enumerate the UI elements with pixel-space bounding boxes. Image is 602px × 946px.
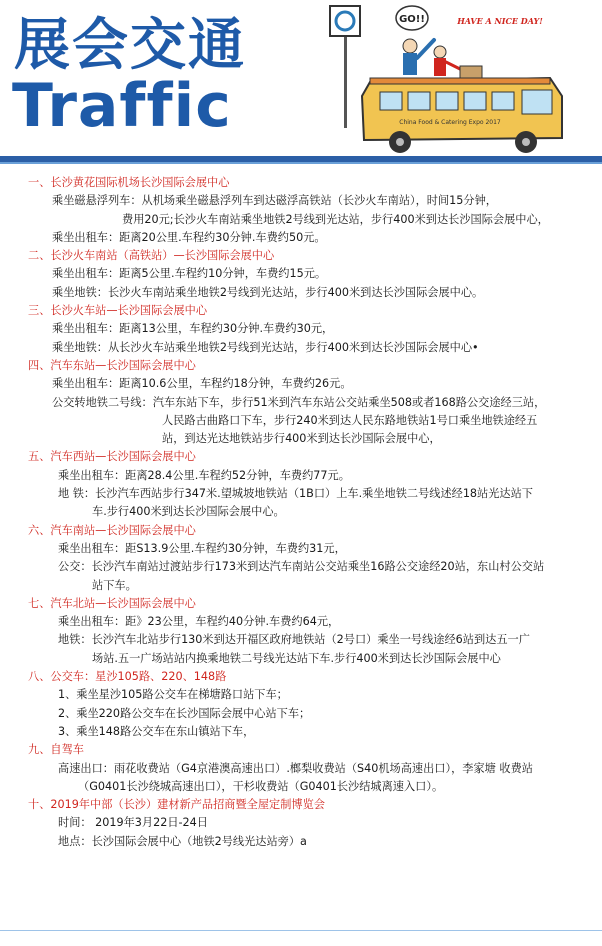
route-detail: 站下车。 <box>92 578 137 592</box>
route-detail: 1、乘坐星沙105路公交车在梯塘路口站下车； <box>58 688 288 702</box>
bus-caption: China Food & Catering Expo 2017 <box>399 119 501 126</box>
route-section <box>0 302 602 357</box>
traffic-guide <box>0 174 602 851</box>
route-section <box>0 357 602 448</box>
route-detail: 车.步行400米到达长沙国际会展中心。 <box>92 505 285 519</box>
route-detail: 乘坐出租车：距离28.4公里.车程约52分钟，车费约77元。 <box>58 468 350 482</box>
route-detail: 公交：长沙汽车南站过渡站步行173米到达汽车南站公交站乘坐16路公交途经20站，东山村公交站 <box>58 560 545 574</box>
route-detail: 时间： 2019年3月22日-24日 <box>58 816 208 830</box>
route-detail: 地 铁：长沙汽车西站步行347米.望城坡地铁站（1B口）上车.乘坐地铁二号线述经18站光达站下 <box>58 487 533 501</box>
page-title-en: Traffic <box>12 71 232 141</box>
route-detail: 乘坐出租车：距S13.9公里.车程约30分钟，车费约31元， <box>58 541 346 555</box>
person-head-icon <box>434 46 446 58</box>
section-heading: 一、长沙黄花国际机场长沙国际会展中心 <box>28 176 230 189</box>
person-body-icon <box>434 58 446 76</box>
speech-bubble-text: GO!! <box>399 14 425 25</box>
person-head-icon <box>403 39 417 53</box>
section-heading: 六、汽车南站—长沙国际会展中心 <box>28 523 196 537</box>
route-detail: 乘坐出租车：距离5公里.车程约10分钟，车费约15元。 <box>52 267 327 281</box>
route-detail: 人民路古曲路口下车，步行240米到达人民东路地铁站1号口乘坐地铁途经五 <box>162 413 538 427</box>
section-heading: 七、汽车北站—长沙国际会展中心 <box>28 596 196 610</box>
section-heading: 三、长沙火车站—长沙国际会展中心 <box>28 304 208 318</box>
section-heading: 九、自驾车 <box>28 743 84 757</box>
section-heading: 十、2019年中部（长沙）建材新产品招商暨全屋定制博览会 <box>28 798 325 812</box>
route-section <box>0 448 602 521</box>
route-detail: 乘坐地铁：长沙火车南站乘坐地铁2号线到光达站，步行400米到达长沙国际会展中心。 <box>52 285 484 299</box>
header-banner <box>0 0 602 162</box>
section-heading: 五、汽车西站—长沙国际会展中心 <box>28 450 196 464</box>
route-detail: 地铁：长沙汽车北站步行130米到达开福区政府地铁站（2号口）乘坐一号线途经6站到达五一广 <box>58 633 530 647</box>
route-detail: 乘坐出租车：距离10.6公里，车程约18分钟，车费约26元。 <box>52 377 352 391</box>
route-detail: 公交转地铁二号线：汽车东站下车，步行51米到汽车东站公交站乘坐508或者168路公交途经三站， <box>52 395 546 409</box>
route-detail: 场站.五一广场站站内换乘地铁二号线光达站下车.步行400米到达长沙国际会展中心 <box>92 651 501 665</box>
slogan-text: HAVE A NICE DAY! <box>457 16 543 26</box>
route-detail: 地点：长沙国际会展中心（地铁2号线光达站旁）a <box>58 834 307 848</box>
header-divider-accent <box>0 162 602 164</box>
route-detail: 乘坐地铁：从长沙火车站乘坐地铁2号线到光达站，步行400米到达长沙国际会展中心• <box>52 340 479 354</box>
route-detail: 乘坐磁悬浮列车：从机场乘坐磁悬浮列车到达磁浮高铁站（长沙火车南站），时间15分钟， <box>52 194 497 208</box>
route-detail: 乘坐出租车：距》23公里，车程约40分钟.车费约64元， <box>58 615 340 629</box>
route-section <box>0 741 602 796</box>
route-section <box>0 522 602 595</box>
section-heading: 四、汽车东站—长沙国际会展中心 <box>28 358 196 372</box>
section-heading: 八、公交车：星沙105路、220、148路 <box>28 670 227 684</box>
route-section <box>0 247 602 302</box>
route-detail: 高速出口：雨花收费站（G4京港澳高速出口）.榔梨收费站（S40机场高速出口），李家塘 收费站 <box>58 761 533 775</box>
bus-travel-illustration <box>300 0 602 160</box>
route-section <box>0 668 602 741</box>
section-heading: 二、长沙火车南站（高铁站）—长沙国际会展中心 <box>28 249 275 263</box>
route-detail: 站，到达光达地铁站步行400米到达长沙国际会展中心， <box>162 432 441 446</box>
route-section <box>0 595 602 668</box>
route-detail: 费用20元;长沙火车南站乘坐地铁2号线到光达站，步行400米到达长沙国际会展中心， <box>122 212 549 226</box>
route-detail: 乘坐出租车：距离20公里.车程约30分钟.车费约50元。 <box>52 230 326 244</box>
route-detail: 3、乘坐148路公交车在东山镇站下车， <box>58 724 255 738</box>
route-detail: 乘坐出租车：距离13公里，车程约30分钟.车费约30元， <box>52 322 334 336</box>
route-section <box>0 796 602 851</box>
page-title-cn: 展会交通 <box>14 13 246 78</box>
footer-divider <box>0 930 602 931</box>
route-section <box>0 174 602 247</box>
route-detail: （G0401长沙绕城高速出口），干杉收费站（G0401长沙结城离速入口）。 <box>78 779 444 793</box>
route-detail: 2、乘坐220路公交车在长沙国际会展中心站下车； <box>58 706 311 720</box>
person-body-icon <box>403 53 417 75</box>
